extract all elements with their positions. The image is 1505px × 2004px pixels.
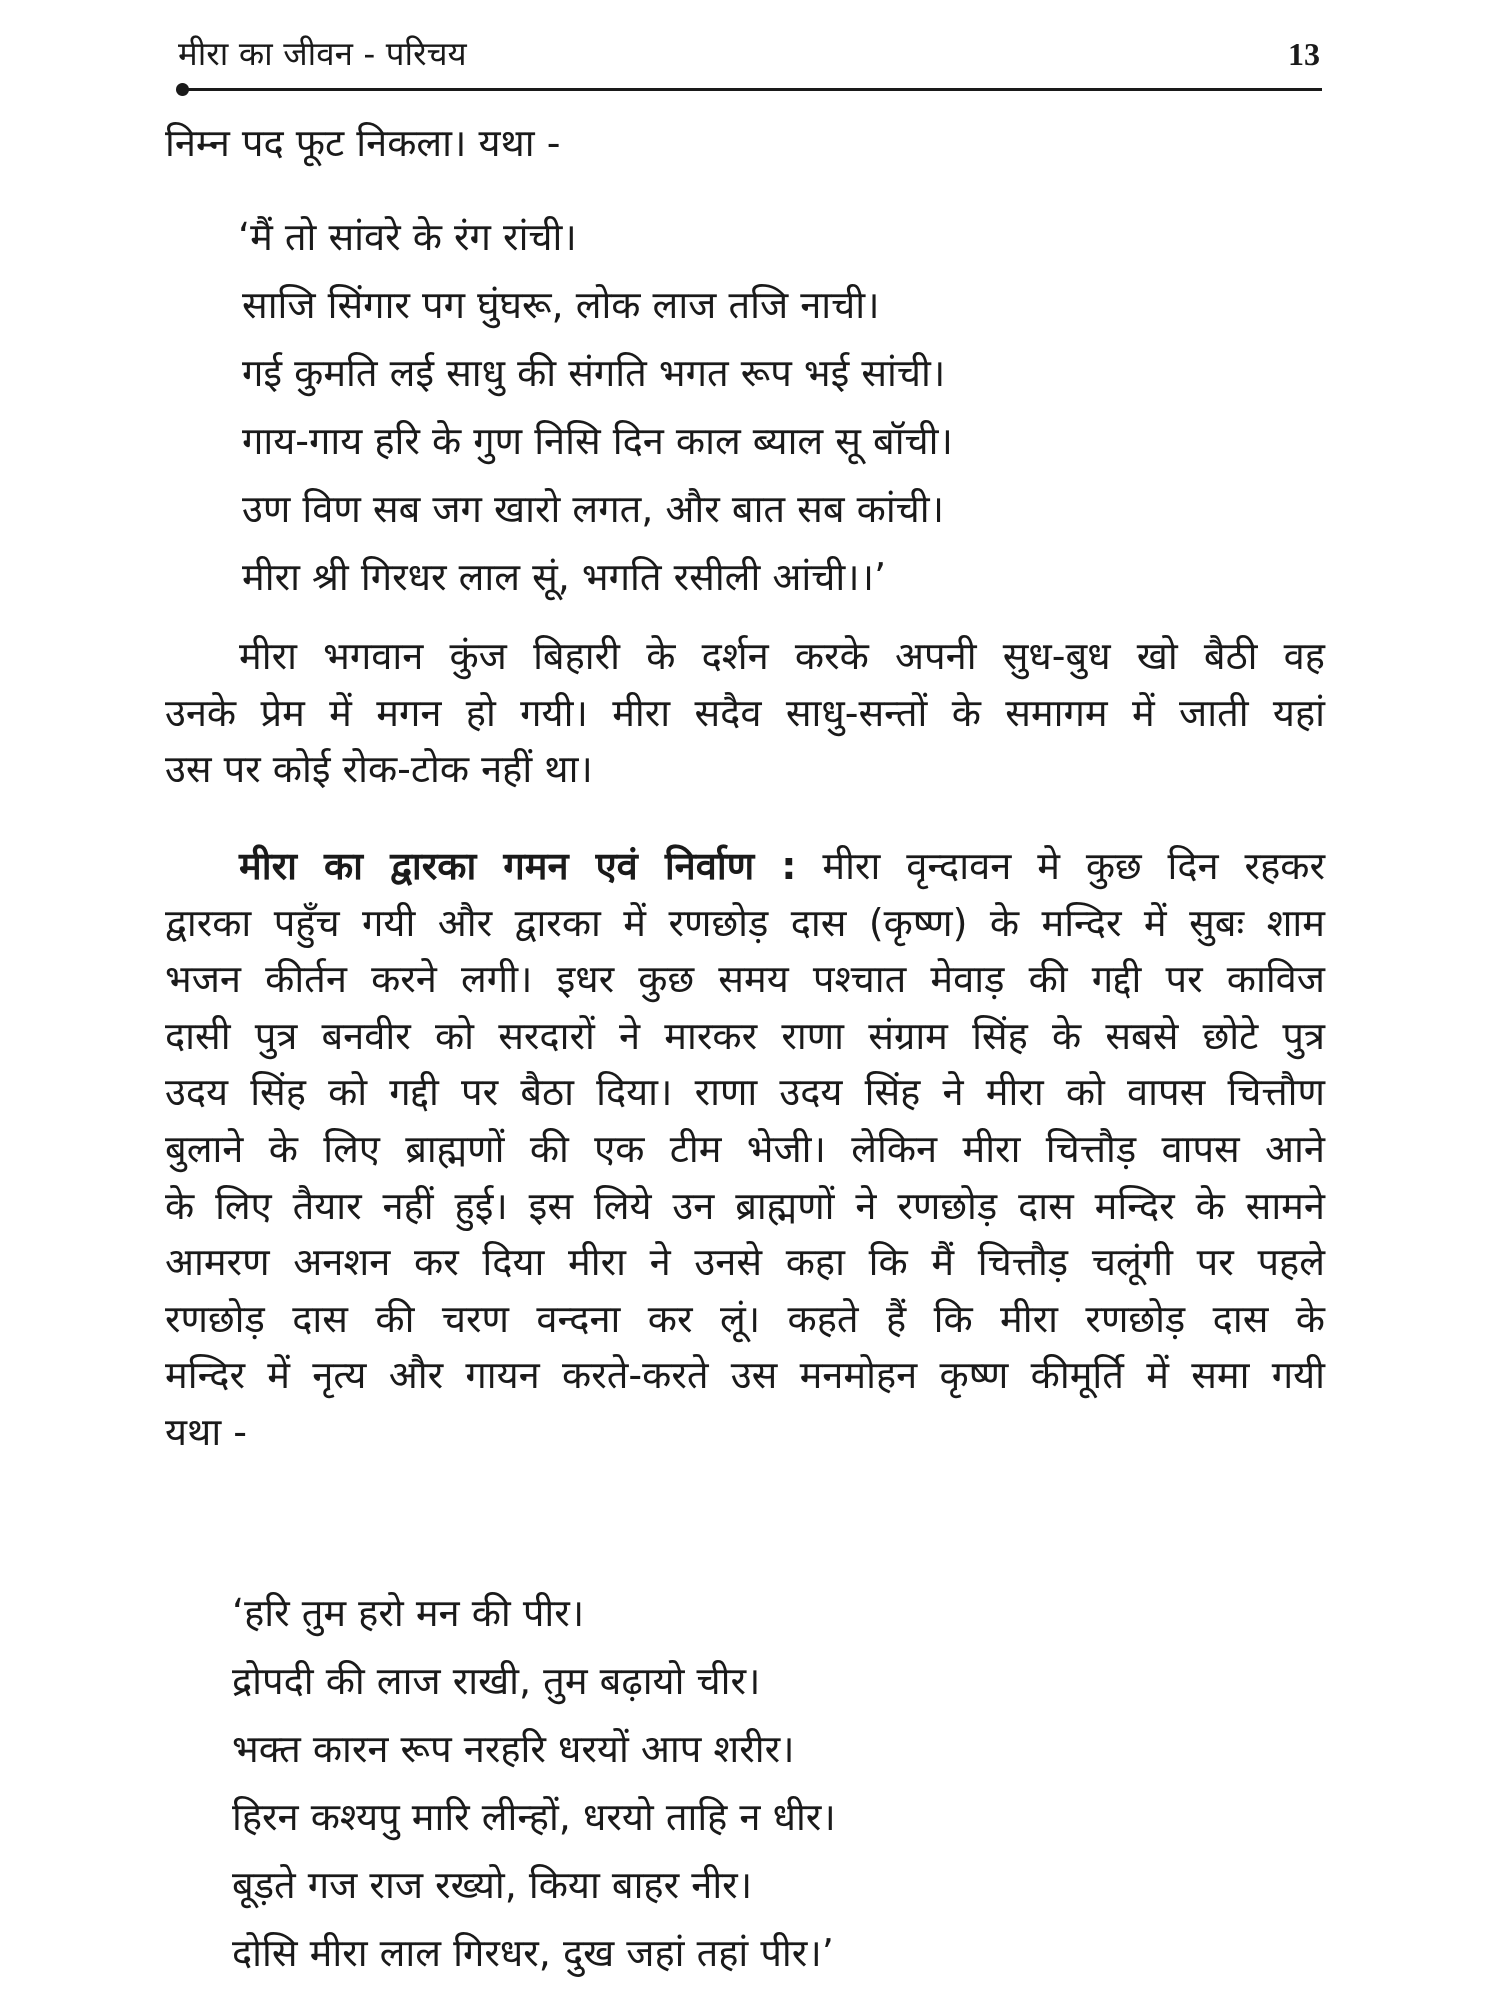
paragraph-1-line: उनके प्रेम में मगन हो गयी। मीरा सदैव साधु-सन्तों के समागम में जाती यहां xyxy=(165,690,1325,735)
paragraph-2-line: द्वारका पहुँच गयी और द्वारका में रणछोड़ दास (कृष्ण) के मन्दिर में सुबः शाम xyxy=(165,900,1325,945)
paragraph-1-line: उस पर कोई रोक-टोक नहीं था। xyxy=(165,747,593,792)
header-rule-dot xyxy=(176,83,189,96)
paragraph-2-line: यथा - xyxy=(165,1409,247,1454)
paragraph-2-line: भजन कीर्तन करने लगी। इधर कुछ समय पश्चात मेवाड़ की गद्दी पर काविज xyxy=(165,957,1325,1002)
paragraph-2-line: बुलाने के लिए ब्राह्मणों की एक टीम भेजी। लेकिन मीरा चित्तौड़ वापस आने xyxy=(165,1126,1325,1171)
poem-1-line: गई कुमति लई साधु की संगति भगत रूप भई सांची। xyxy=(242,351,946,395)
poem-2-line: द्रोपदी की लाज राखी, तुम बढ़ायो चीर। xyxy=(232,1659,761,1703)
header-rule xyxy=(182,88,1322,91)
paragraph-2-first-line xyxy=(165,838,1325,895)
poem-2-line: बूड़ते गज राज रख्यो, किया बाहर नीर। xyxy=(232,1863,753,1907)
paragraph-2-line: के लिए तैयार नहीं हुई। इस लिये उन ब्राह्मणों ने रणछोड़ दास मन्दिर के सामने xyxy=(165,1183,1325,1228)
poem-1-line: मीरा श्री गिरधर लाल सूं, भगति रसीली आंची।।’ xyxy=(242,555,887,599)
paragraph-2-line: मन्दिर में नृत्य और गायन करते-करते उस मनमोहन कृष्ण कीमूर्ति में समा गयी xyxy=(165,1353,1325,1398)
poem-1-line: ‘मैं तो सांवरे के रंग रांची। xyxy=(238,215,577,259)
paragraph-2 xyxy=(165,838,1325,1461)
paragraph-2-line: मीरा वृन्दावन मे कुछ दिन रहकर xyxy=(822,844,1325,888)
paragraph-1 xyxy=(165,628,1325,798)
page-number: 13 xyxy=(1288,36,1320,72)
poem-1-line: उण विण सब जग खारो लगत, और बात सब कांची। xyxy=(242,487,945,531)
paragraph-2-line: दासी पुत्र बनवीर को सरदारों ने मारकर राणा संग्राम सिंह के सबसे छोटे पुत्र xyxy=(165,1013,1325,1058)
poem-2-line: हिरन कश्यपु मारि लीन्हों, धरयो ताहि न धीर। xyxy=(232,1795,836,1839)
poem-2-line: भक्त कारन रूप नरहरि धरयों आप शरीर। xyxy=(232,1727,795,1771)
paragraph-2-line: उदय सिंह को गद्दी पर बैठा दिया। राणा उदय सिंह ने मीरा को वापस चित्तौण xyxy=(165,1070,1325,1115)
intro-line: निम्न पद फूट निकला। यथा - xyxy=(165,121,561,165)
poem-2-line: दोसि मीरा लाल गिरधर, दुख जहां तहां पीर।’ xyxy=(232,1931,834,1975)
running-header xyxy=(178,30,1320,80)
paragraph-2-line: आमरण अनशन कर दिया मीरा ने उनसे कहा कि मैं चित्तौड़ चलूंगी पर पहले xyxy=(165,1240,1325,1285)
paragraph-2-line: रणछोड़ दास की चरण वन्दना कर लूं। कहते हैं कि मीरा रणछोड़ दास के xyxy=(165,1296,1325,1341)
section-heading: मीरा का द्वारका गमन एवं निर्वाण : xyxy=(239,844,797,888)
paragraph-1-line: मीरा भगवान कुंज बिहारी के दर्शन करके अपनी सुध-बुध खो बैठी वह xyxy=(239,634,1325,678)
poem-1-line: गाय-गाय हरि के गुण निसि दिन काल ब्याल सू बॉची। xyxy=(242,419,953,463)
running-header-title: मीरा का जीवन - परिचय xyxy=(178,34,467,73)
poem-2-line: ‘हरि तुम हरो मन की पीर। xyxy=(232,1591,585,1635)
poem-1-line: साजि सिंगार पग घुंघरू, लोक लाज तजि नाची। xyxy=(242,283,880,327)
